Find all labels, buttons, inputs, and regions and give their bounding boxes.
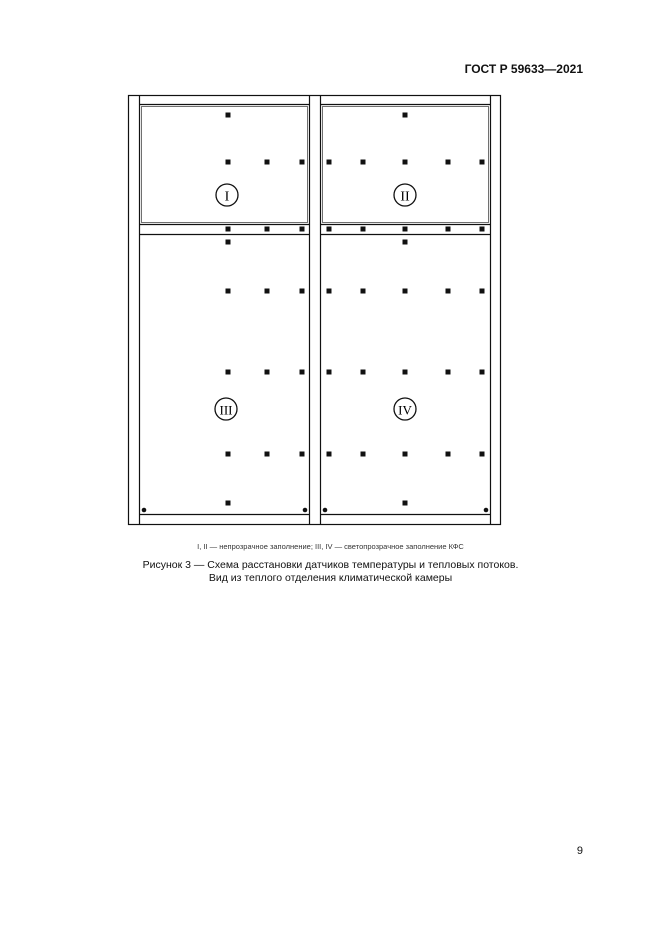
sensor-marker xyxy=(446,160,451,165)
sensor-marker xyxy=(403,370,408,375)
sensor-marker xyxy=(265,227,270,232)
corner-sensor-marker xyxy=(484,508,489,513)
sensor-marker xyxy=(403,452,408,457)
zone-I-label: I xyxy=(224,189,230,205)
sensor-marker xyxy=(446,289,451,294)
sensor-marker xyxy=(446,227,451,232)
sensor-marker xyxy=(226,452,231,457)
sensor-marker xyxy=(403,227,408,232)
sensor-marker xyxy=(480,452,485,457)
figure-legend: I, II — непрозрачное заполнение; III, IV — светопрозрачное заполнение КФС xyxy=(197,542,464,551)
page-number: 9 xyxy=(576,845,583,857)
sensor-marker xyxy=(265,370,270,375)
corner-sensor-marker xyxy=(142,508,147,513)
sensor-markers xyxy=(142,113,489,513)
sensor-marker xyxy=(361,370,366,375)
corner-sensor-marker xyxy=(323,508,328,513)
zone-III-label: III xyxy=(219,402,233,418)
sensor-marker xyxy=(226,501,231,506)
figure-caption xyxy=(0,559,661,585)
sensor-marker xyxy=(300,227,305,232)
caption-line-1: Рисунок 3 — Схема расстановки датчиков температуры и тепловых потоков. xyxy=(142,559,519,571)
frame-outer xyxy=(129,96,501,525)
sensor-marker xyxy=(327,452,332,457)
zone-II-marker xyxy=(394,184,416,206)
sensor-marker xyxy=(300,452,305,457)
sensor-marker xyxy=(327,370,332,375)
sensor-marker xyxy=(226,240,231,245)
sensor-marker xyxy=(226,160,231,165)
sensor-marker xyxy=(480,160,485,165)
sensor-marker xyxy=(265,160,270,165)
sensor-marker xyxy=(361,160,366,165)
sensor-marker xyxy=(327,160,332,165)
sensor-marker xyxy=(403,289,408,294)
sensor-marker xyxy=(480,370,485,375)
sensor-marker xyxy=(226,113,231,118)
sensor-marker xyxy=(361,289,366,294)
zone-IV-marker xyxy=(394,398,416,420)
sensor-marker xyxy=(265,289,270,294)
sensor-marker xyxy=(403,240,408,245)
zone-IV-label: IV xyxy=(398,402,412,418)
sensor-marker xyxy=(480,289,485,294)
sensor-marker xyxy=(361,227,366,232)
sensor-marker xyxy=(265,452,270,457)
sensor-marker xyxy=(327,227,332,232)
sensor-marker xyxy=(226,289,231,294)
sensor-marker xyxy=(226,370,231,375)
zone-II-label: II xyxy=(400,189,410,205)
sensor-marker xyxy=(403,113,408,118)
sensor-marker xyxy=(446,370,451,375)
sensor-marker xyxy=(403,160,408,165)
zone-III-marker xyxy=(215,398,237,420)
sensor-marker xyxy=(361,452,366,457)
caption-line-2: Вид из теплого отделения климатической камеры xyxy=(208,572,453,584)
sensor-marker xyxy=(300,289,305,294)
sensor-marker xyxy=(226,227,231,232)
sensor-marker xyxy=(300,160,305,165)
sensor-marker xyxy=(480,227,485,232)
document-header: ГОСТ Р 59633—2021 xyxy=(464,62,583,76)
sensor-marker xyxy=(403,501,408,506)
zone-I-marker xyxy=(216,184,238,206)
sensor-marker xyxy=(446,452,451,457)
corner-sensor-marker xyxy=(303,508,308,513)
sensor-marker xyxy=(300,370,305,375)
sensor-marker xyxy=(327,289,332,294)
